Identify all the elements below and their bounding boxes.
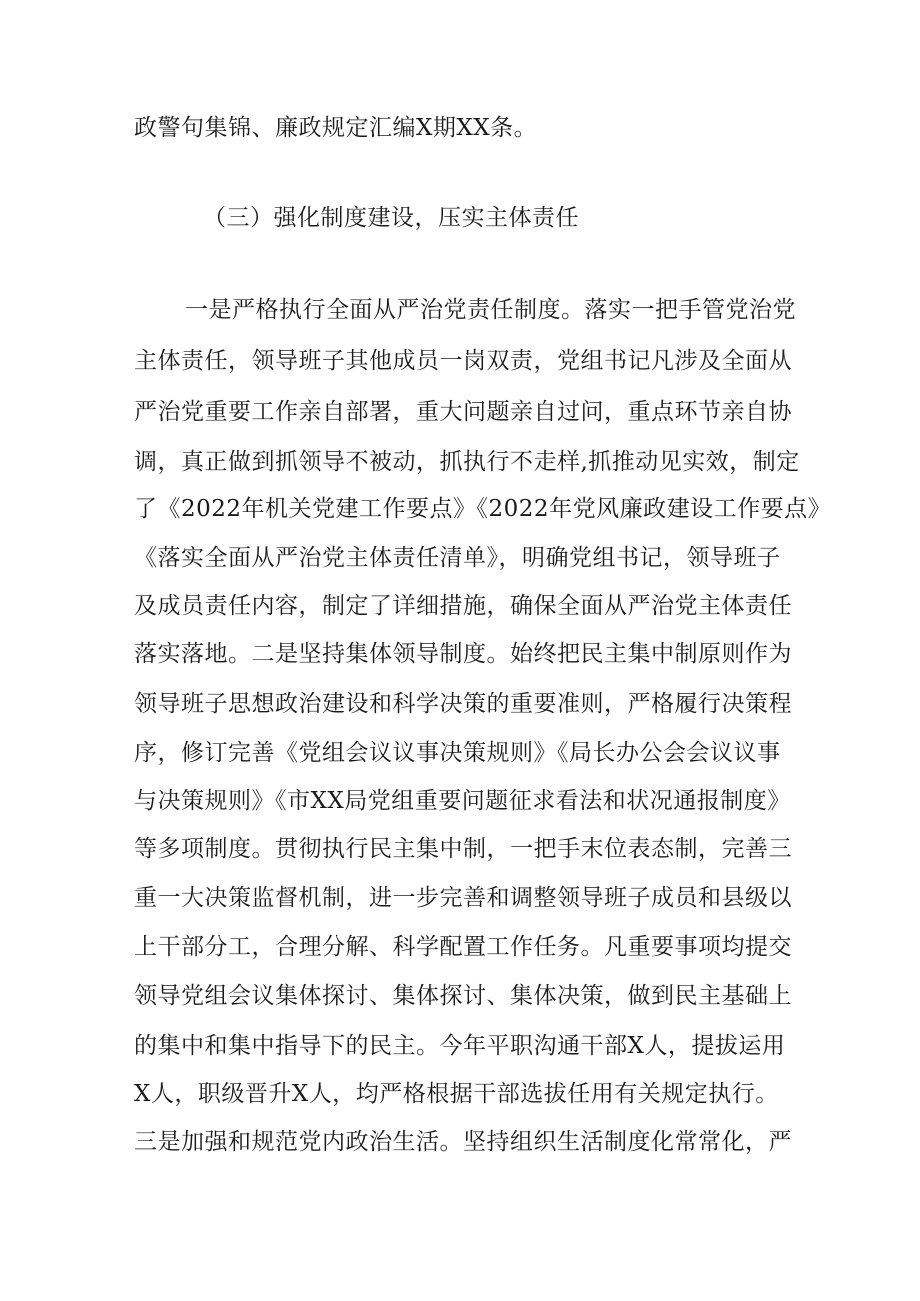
body-line: 严治党重要工作亲自部署，重大问题亲自过问，重点环节亲自协 bbox=[134, 399, 792, 425]
body-line: 领导党组会议集体探讨、集体探讨、集体决策，做到民主基础上 bbox=[134, 983, 792, 1009]
body-line: 的集中和集中指导下的民主。今年平职沟通干部X人，提拔运用 bbox=[134, 1033, 786, 1059]
body-line: 序，修订完善《党组会议议事决策规则》《局长办公会会议议事 bbox=[134, 740, 781, 766]
body-line: 与决策规则》《市XX局党组重要问题征求看法和状况通报制度》 bbox=[134, 788, 791, 814]
body-line: 等多项制度。贯彻执行民主集中制，一把手末位表态制，完善三 bbox=[134, 836, 792, 862]
section-heading: （三）强化制度建设，压实主体责任 bbox=[203, 205, 579, 231]
body-line: 领导班子思想政治建设和科学决策的重要准则，严格履行决策程 bbox=[134, 691, 792, 717]
body-line: 《落实全面从严治党主体责任清单》，明确党组书记，领导班子 bbox=[134, 545, 781, 571]
body-line: 落实落地。二是坚持集体领导制度。始终把民主集中制原则作为 bbox=[134, 641, 792, 667]
body-line: 调，真正做到抓领导不被动，抓执行不走样,抓推动见实效，制定 bbox=[134, 449, 800, 475]
body-line: 上干部分工，合理分解、科学配置工作任务。凡重要事项均提交 bbox=[134, 934, 792, 960]
body-line: 三是加强和规范党内政治生活。坚持组织生活制度化常常化，严 bbox=[134, 1129, 792, 1155]
body-line: 了《2022年机关党建工作要点》《2022年党风廉政建设工作要点》 bbox=[134, 496, 832, 522]
body-line: 一是严格执行全面从严治党责任制度。落实一把手管党治党 bbox=[185, 297, 796, 323]
body-line: 及成员责任内容，制定了详细措施，确保全面从严治党主体责任 bbox=[134, 593, 792, 619]
body-line: X人，职级晋升X人，均严格根据干部选拔任用有关规定执行。 bbox=[134, 1081, 779, 1107]
body-line: 重一大决策监督机制，进一步完善和调整领导班子成员和县级以 bbox=[134, 885, 792, 911]
previous-paragraph-tail: 政警句集锦、廉政规定汇编X期XX条。 bbox=[134, 115, 538, 141]
body-line: 主体责任，领导班子其他成员一岗双责，党组书记凡涉及全面从 bbox=[134, 348, 792, 374]
